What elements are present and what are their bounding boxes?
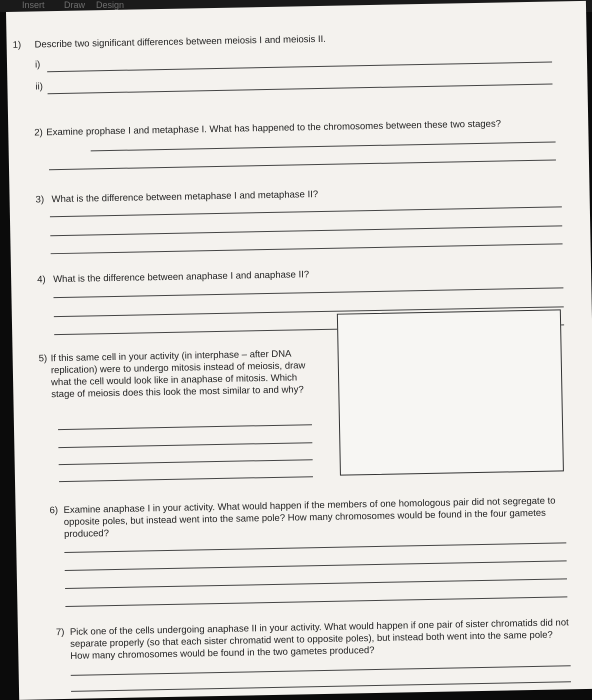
question-text-3: What is the difference between metaphase I and metaphase II? [51,189,319,206]
answer-line[interactable] [71,665,571,676]
answer-line[interactable] [71,681,571,692]
question-text-1: Describe two significant differences between meiosis I and meiosis II. [34,33,326,51]
answer-line[interactable] [65,560,567,571]
answer-line[interactable] [64,542,566,553]
answer-line[interactable] [58,424,312,430]
answer-line[interactable] [48,84,553,95]
question-number-6: 6) [49,505,59,517]
question-text-4: What is the difference between anaphase I and anaphase II? [53,269,310,286]
question-text-5: If this same cell in your activity (in interphase – after DNA replication) were to undergo mitosis instead of meiosis, draw what the cell would look like in anaphase of mitosis. Which stage of meiosis does this look the most similar to and why? [50,348,306,401]
question-number-7: 7) [55,626,65,639]
answer-line[interactable] [53,287,563,298]
question-text-2: Examine prophase I and metaphase I. What has happened to the chromosomes between these two stages? [46,118,502,139]
answer-line[interactable] [58,442,312,448]
drawing-box[interactable] [337,309,564,475]
answer-line[interactable] [91,141,556,151]
question-number-1: 1) [12,39,22,51]
ribbon-tab-design[interactable]: Design [96,0,125,10]
question-number-5: 5) [38,353,48,365]
answer-line[interactable] [59,476,313,482]
ribbon-tab-insert[interactable]: Insert [22,0,45,10]
answer-line[interactable] [59,459,313,465]
question-number-3: 3) [35,194,45,206]
answer-label-ii: ii) [35,81,43,93]
question-number-4: 4) [37,274,46,286]
answer-line[interactable] [65,596,567,607]
question-text-7: Pick one of the cells undergoing anaphase II in your activity. What would happen if one pair of sister chromatids did not separate properly (so that each sister chromatid went to opposite poles), but instead both went into the same pole? How many chromosomes would be found in the two gametes produced? [69,617,569,662]
answer-line[interactable] [50,225,562,236]
answer-label-i: i) [34,59,41,71]
answer-line[interactable] [47,62,552,73]
question-text-6: Examine anaphase I in your activity. What would happen if the members of one homologous pair did not segregate to opposite poles, but instead went into the same pole? How many chromosomes would be found in the four gametes produced? [63,495,556,540]
ribbon-tab-draw[interactable]: Draw [64,0,86,10]
question-number-2: 2) [34,127,43,139]
answer-line[interactable] [65,578,567,589]
worksheet-page [6,1,592,700]
answer-line[interactable] [49,159,556,170]
answer-line[interactable] [50,206,562,217]
answer-line[interactable] [51,243,563,254]
